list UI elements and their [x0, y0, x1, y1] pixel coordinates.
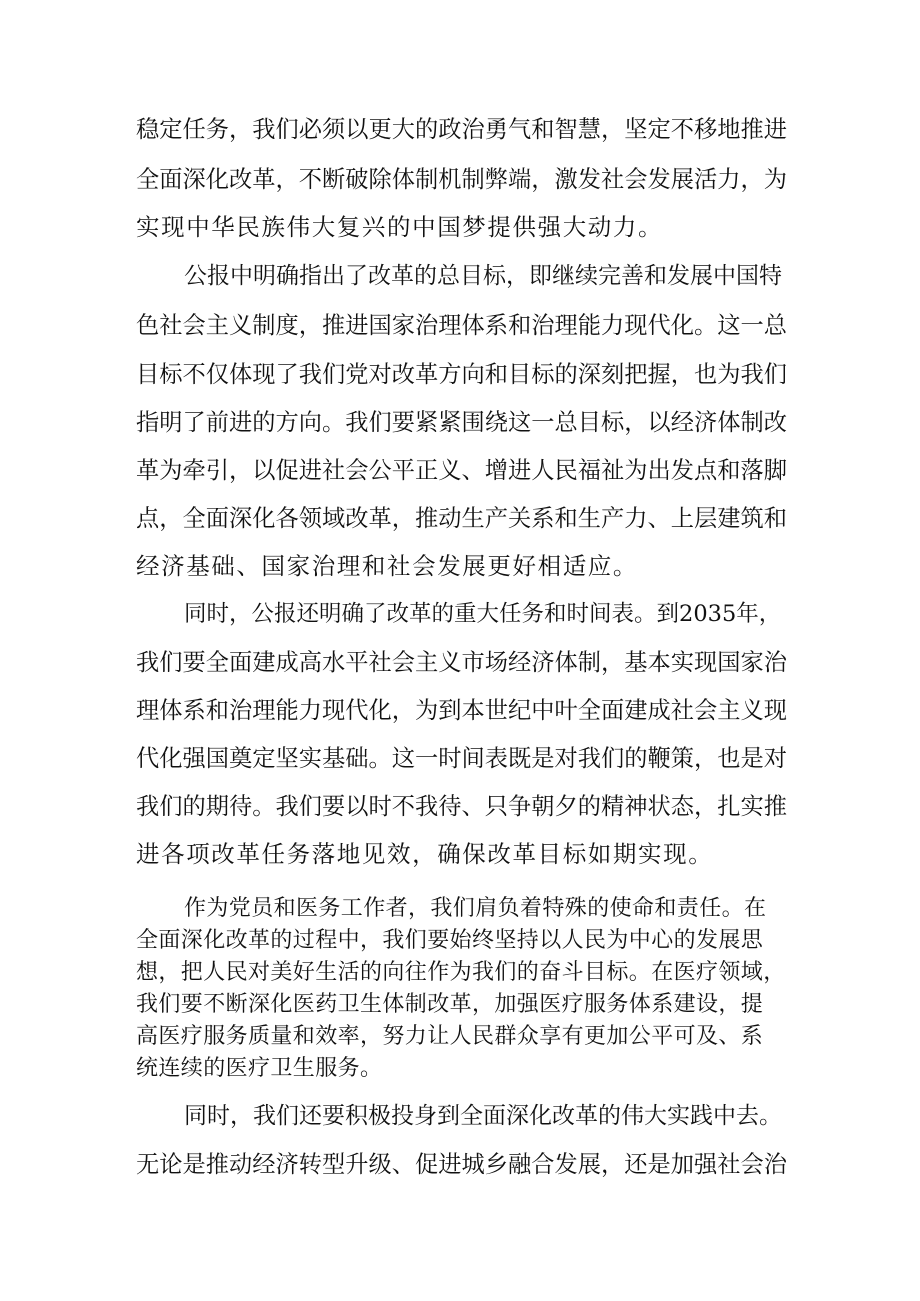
text-line: 我们要不断深化医药卫生体制改革，加强医疗服务体系建设，提	[136, 992, 764, 1017]
text-line: 高医疗服务质量和效率，努力让人民群众享有更加公平可及、系	[136, 1024, 764, 1049]
text-line: 指明了前进的方向。我们要紧紧围绕这一总目标，以经济体制改	[136, 409, 788, 436]
text-line: 经济基础、国家治理和社会发展更好相适应。	[136, 552, 638, 580]
text-line: 全面深化改革的过程中，我们要始终坚持以人民为中心的发展思	[136, 928, 764, 953]
text-line: 同时，公报还明确了改革的重大任务和时间表。到2035年，	[184, 601, 782, 627]
text-line: 实现中华民族伟大复兴的中国梦提供强大动力。	[136, 213, 664, 241]
text-line: 理体系和治理能力现代化，为到本世纪中叶全面建成社会主义现	[136, 697, 788, 724]
text-line: 作为党员和医务工作者，我们肩负着特殊的使命和责任。在	[184, 896, 767, 921]
text-line: 革为牵引，以促进社会公平正义、增进人民福祉为出发点和落脚	[136, 457, 788, 484]
text-line: 代化强国奠定坚实基础。这一时间表既是对我们的鞭策，也是对	[136, 745, 788, 772]
text-line: 全面深化改革，不断破除体制机制弊端，激发社会发展活力，为	[136, 166, 788, 193]
text-line: 我们的期待。我们要以时不我待、只争朝夕的精神状态，扎实推	[136, 793, 788, 820]
text-line: 公报中明确指出了改革的总目标，即继续完善和发展中国特	[184, 263, 782, 289]
text-line: 色社会主义制度，推进国家治理体系和治理能力现代化。这一总	[136, 312, 788, 339]
text-line: 想，把人民对美好生活的向往作为我们的奋斗目标。在医疗领域，	[136, 960, 786, 985]
text-line: 目标不仅体现了我们党对改革方向和目标的深刻把握，也为我们	[136, 361, 788, 388]
text-line: 无论是推动经济转型升级、促进城乡融合发展，还是加强社会治	[136, 1151, 788, 1178]
text-line: 点，全面深化各领域改革，推动生产关系和生产力、上层建筑和	[136, 505, 788, 532]
text-line: 我们要全面建成高水平社会主义市场经济体制，基本实现国家治	[136, 649, 788, 676]
text-line: 统连续的医疗卫生服务。	[136, 1056, 383, 1081]
text-line: 进各项改革任务落地见效，确保改革目标如期实现。	[136, 840, 714, 868]
text-line: 稳定任务，我们必须以更大的政治勇气和智慧，坚定不移地推进	[136, 116, 788, 143]
text-line: 同时，我们还要积极投身到全面深化改革的伟大实践中去。	[184, 1103, 782, 1129]
